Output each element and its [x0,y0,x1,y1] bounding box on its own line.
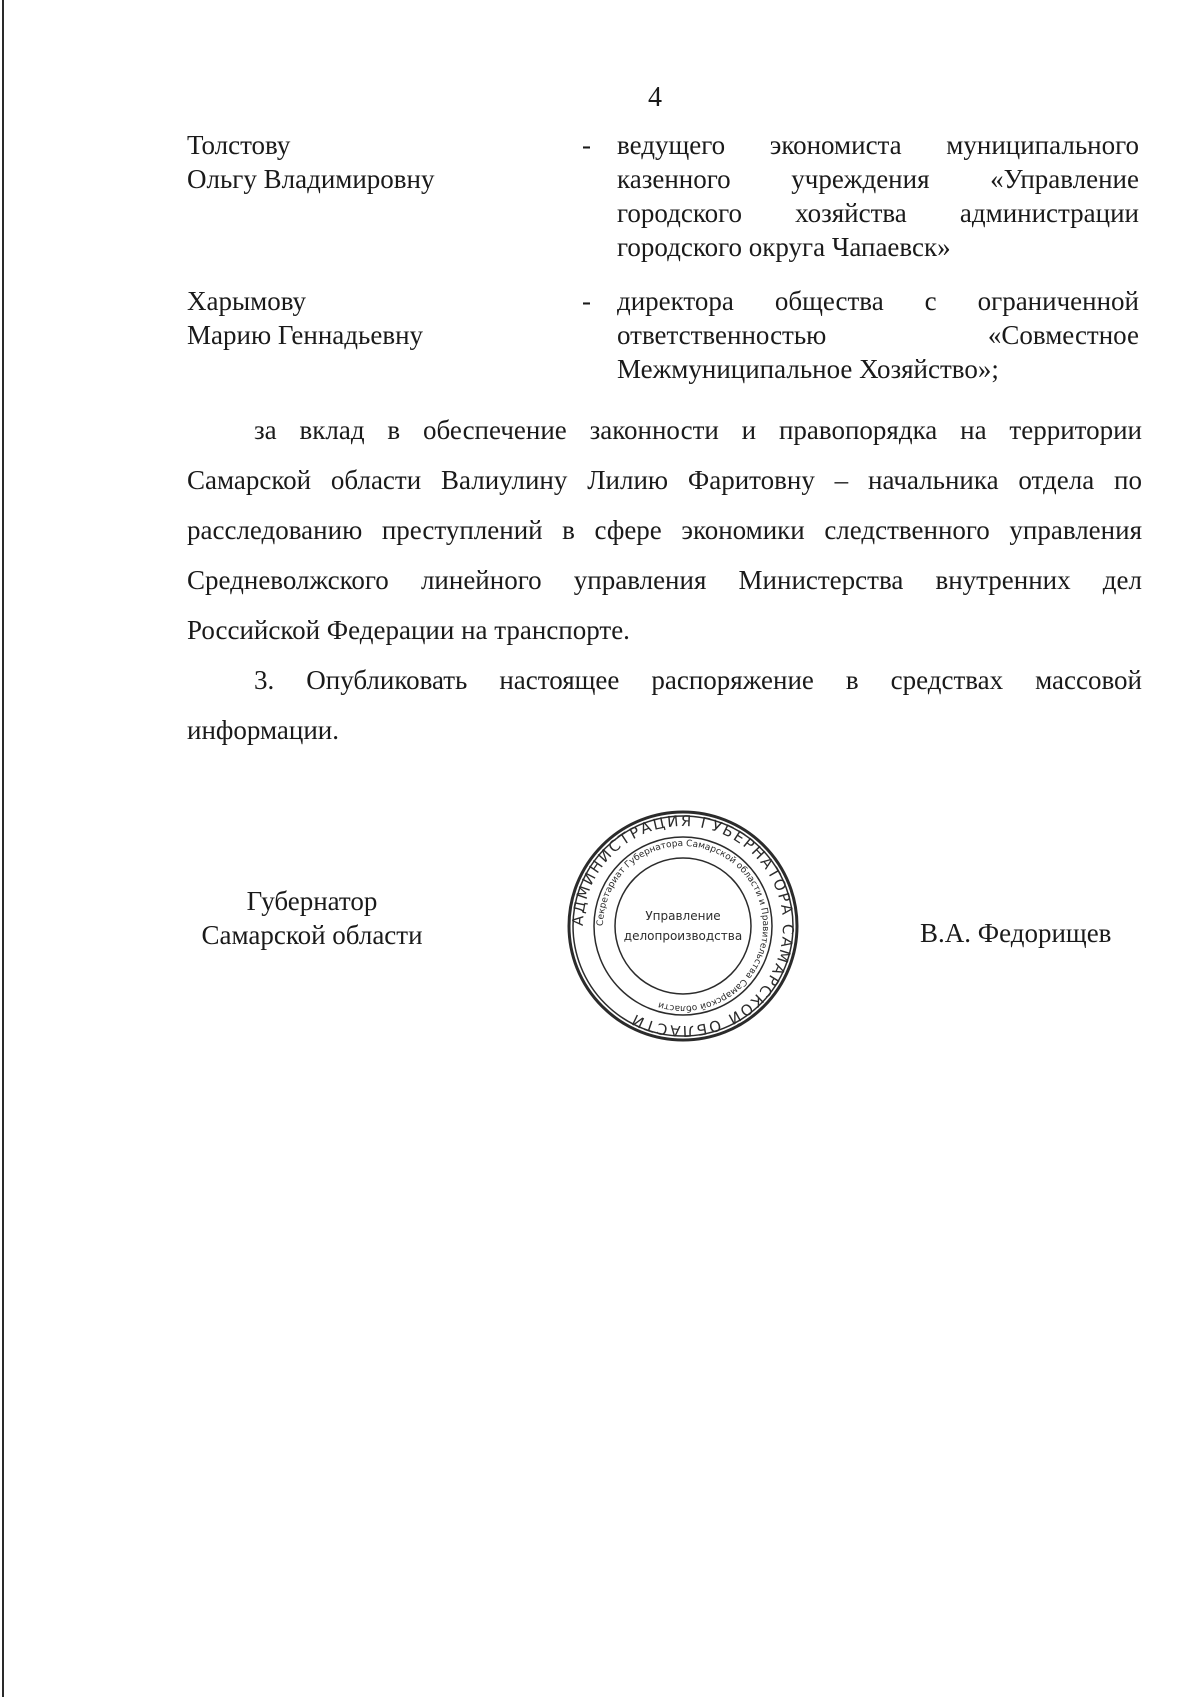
seal-outer-text: АДМИНИСТРАЦИЯ ГУБЕРНАТОРА САМАРСКОЙ ОБЛАСТИ [568,811,798,1041]
seal-center-line2: делопроизводства [623,929,743,943]
award-entry-kharymova [187,284,1142,389]
signatory-title [187,884,437,952]
seal-center-line1: Управление [645,909,721,923]
signatory-name: В.А. Федорищев [920,918,1112,948]
entry-person-name [187,284,567,352]
signatory-title-line2: Самарской области [201,920,423,950]
entry-given-names: Марию Геннадьевну [187,320,424,350]
paragraph-text: 3. Опубликовать настоящее распоряжение в средствах массовой информации. [187,665,1142,745]
page-number: 4 [648,82,662,113]
entry-dash: - [582,286,591,316]
entry-position: ведущего экономиста муниципального казенного учреждения «Управление городского хозяйства администрации городского округа Чапаевск» [617,130,1139,262]
entry-person-name [187,128,567,196]
entry-given-names: Ольгу Владимировну [187,164,435,194]
paragraph-text: за вклад в обеспечение законности и правопорядка на территории Самарской области Валиулину Лилию Фаритовну – начальника отдела по расследованию преступлений в сфере экономики следственного управления Средневолжского линейного управления Министерства внутренних дел Российской Федерации на транспорте. [187,415,1142,645]
publish-paragraph [187,655,1142,755]
entry-surname: Толстову [187,130,291,160]
seal-inner-text: Секретариат Губернатора Самарской области и Правительства Самарской области [595,838,771,1014]
page-left-edge [2,0,4,1697]
entry-surname: Харымову [187,286,307,316]
entry-dash: - [582,130,591,160]
entry-position: директора общества с ограниченной ответственностью «Совместное Межмуниципальное Хозяйство»; [617,286,1139,384]
award-paragraph [187,405,1142,655]
signatory-title-line1: Губернатор [246,886,378,916]
award-entry-tolstova [187,128,1142,263]
official-seal [565,808,801,1044]
